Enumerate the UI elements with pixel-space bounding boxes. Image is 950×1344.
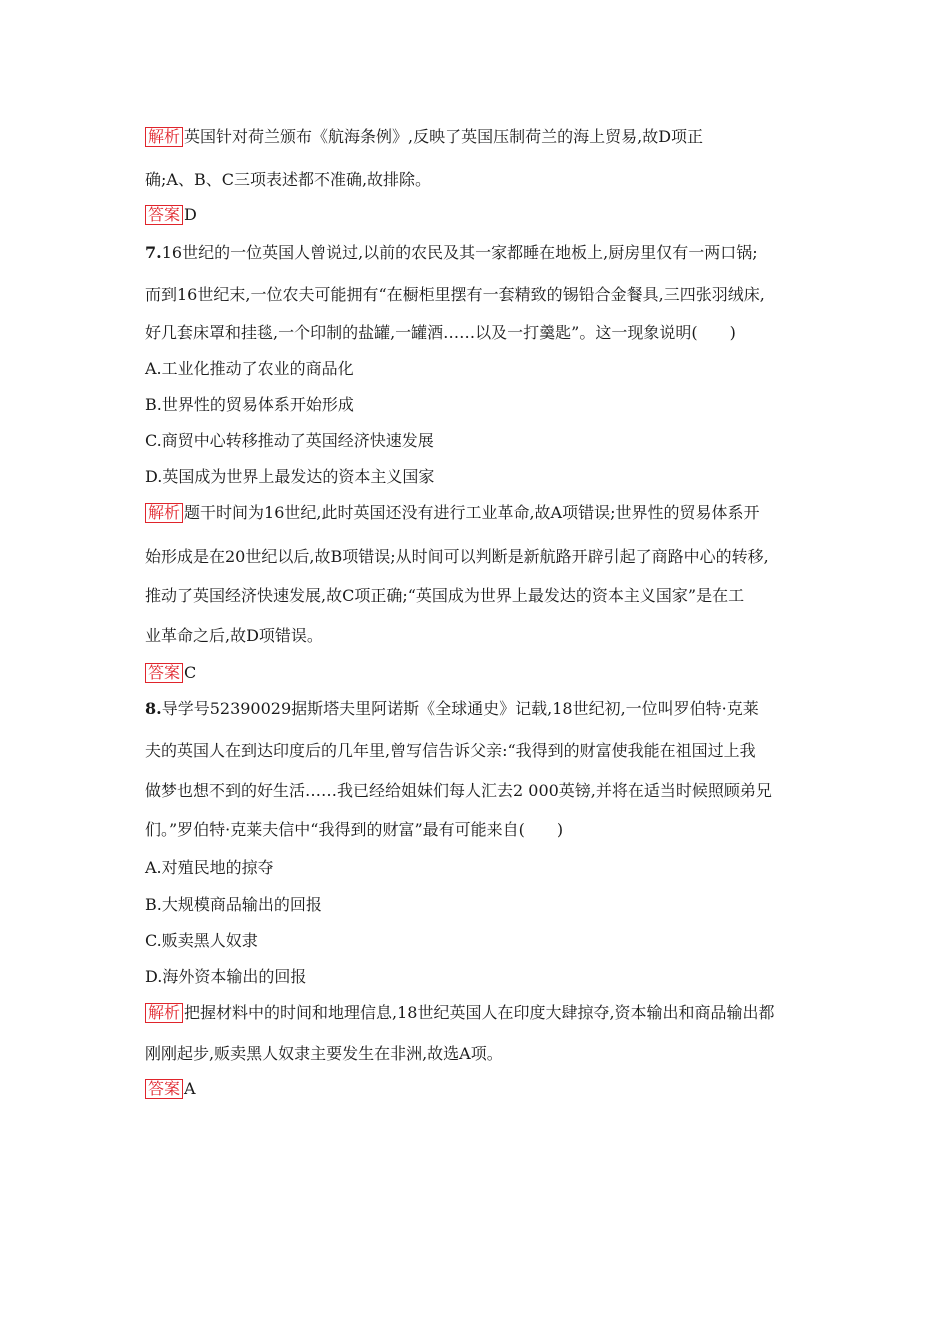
q6-analysis-line-1: 解析 英国针对荷兰颁布《航海条例》,反映了英国压制荷兰的海上贸易,故D项正 xyxy=(145,126,703,148)
q7-analysis-line-4: 业革命之后,故D项错误。 xyxy=(145,626,323,645)
answer-label: 答案 xyxy=(145,663,183,683)
q7-option-a: A.工业化推动了农业的商品化 xyxy=(145,359,354,378)
q7-analysis-line-3: 推动了英国经济快速发展,故C项正确;“英国成为世界上最发达的资本主义国家”是在工 xyxy=(145,586,745,605)
q8-option-c: C.贩卖黑人奴隶 xyxy=(145,931,258,950)
q8-analysis-line-1: 解析 把握材料中的时间和地理信息,18世纪英国人在印度大肆掠夺,资本输出和商品输出都 xyxy=(145,1002,775,1024)
q7-answer: 答案 C xyxy=(145,662,196,684)
q6-analysis-line-2: 确;A、B、C三项表述都不准确,故排除。 xyxy=(145,170,432,189)
q7-analysis-line-1: 解析 题干时间为16世纪,此时英国还没有进行工业革命,故A项错误;世界性的贸易体系开 xyxy=(145,502,760,524)
analysis-label: 解析 xyxy=(145,503,183,523)
q7-stem-line-2: 而到16世纪末,一位农夫可能拥有“在橱柜里摆有一套精致的锡铅合金餐具,三四张羽绒床, xyxy=(145,285,765,304)
q8-analysis-line-2: 刚刚起步,贩卖黑人奴隶主要发生在非洲,故选A项。 xyxy=(145,1044,503,1063)
q7-analysis-line-2: 始形成是在20世纪以后,故B项错误;从时间可以判断是新航路开辟引起了商路中心的转移, xyxy=(145,547,769,566)
q7-option-c: C.商贸中心转移推动了英国经济快速发展 xyxy=(145,431,434,450)
q8-stem-line-1: 8.导学号52390029据斯塔夫里阿诺斯《全球通史》记载,18世纪初,一位叫罗伯特·克莱 xyxy=(145,699,759,718)
q8-option-a: A.对殖民地的掠夺 xyxy=(145,858,274,877)
q7-stem-line-1: 7.16世纪的一位英国人曾说过,以前的农民及其一家都睡在地板上,厨房里仅有一两口锅; xyxy=(145,243,758,262)
q8-number: 8. xyxy=(145,699,162,718)
q8-option-b: B.大规模商品输出的回报 xyxy=(145,895,322,914)
q8-stem-line-3: 做梦也想不到的好生活……我已经给姐妹们每人汇去2 000英镑,并将在适当时候照顾弟兄 xyxy=(145,781,772,800)
answer-label: 答案 xyxy=(145,205,183,225)
q8-answer: 答案 A xyxy=(145,1078,196,1100)
q8-stem-line-4: 们。”罗伯特·克莱夫信中“我得到的财富”最有可能来自( ) xyxy=(145,820,564,839)
q7-option-b: B.世界性的贸易体系开始形成 xyxy=(145,395,354,414)
q7-option-d: D.英国成为世界上最发达的资本主义国家 xyxy=(145,467,435,486)
analysis-label: 解析 xyxy=(145,1003,183,1023)
q8-option-d: D.海外资本输出的回报 xyxy=(145,967,307,986)
q7-stem-line-3: 好几套床罩和挂毯,一个印制的盐罐,一罐酒……以及一打羹匙”。这一现象说明( ) xyxy=(145,323,736,342)
analysis-label: 解析 xyxy=(145,127,183,147)
q6-answer: 答案 D xyxy=(145,204,197,226)
q8-stem-line-2: 夫的英国人在到达印度后的几年里,曾写信告诉父亲:“我得到的财富使我能在祖国过上我 xyxy=(145,741,756,760)
q7-number: 7. xyxy=(145,243,162,262)
answer-label: 答案 xyxy=(145,1079,183,1099)
